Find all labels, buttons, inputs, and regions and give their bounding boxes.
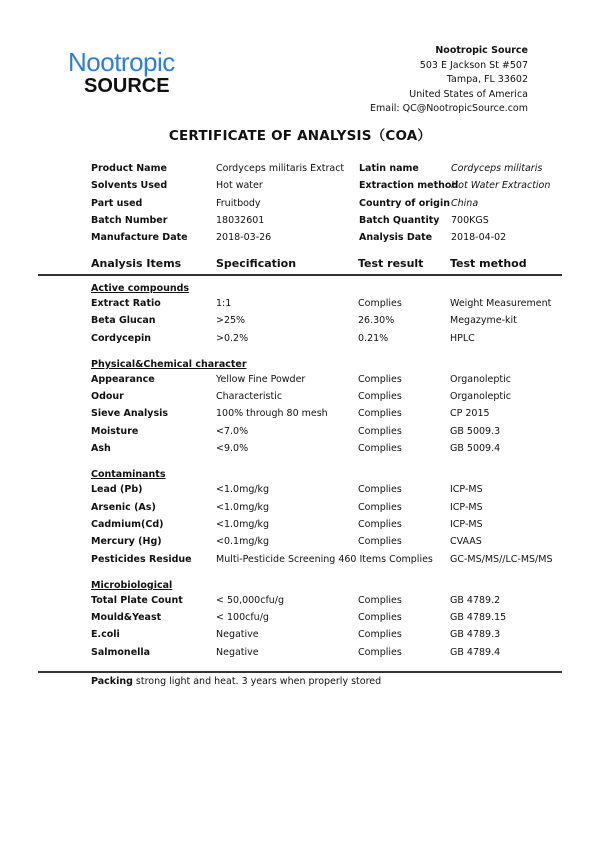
- row-result: Complies: [358, 425, 402, 437]
- row-result: Complies: [358, 484, 402, 496]
- info-value: Cordyceps militaris: [451, 163, 543, 174]
- info-label: Solvents Used: [91, 180, 168, 192]
- row-spec: 1:1: [216, 298, 232, 309]
- table-row: [91, 298, 571, 315]
- row-spec: Negative: [216, 629, 259, 641]
- info-value: Hot water: [216, 180, 263, 192]
- info-label: Latin name: [359, 163, 419, 174]
- row-result: Complies: [358, 408, 402, 420]
- row-item: Mercury (Hg): [91, 536, 162, 548]
- info-value: 18032601: [216, 214, 265, 226]
- row-method: GB 4789.2: [450, 594, 501, 606]
- table-row: [91, 629, 571, 646]
- row-spec: <1.0mg/kg: [216, 501, 270, 513]
- table-row: [91, 612, 571, 629]
- row-spec: Yellow Fine Powder: [216, 373, 306, 385]
- row-method: GB 4789.15: [450, 612, 507, 624]
- header-analysis-items: Analysis Items: [91, 257, 182, 270]
- row-result: Complies: [358, 391, 402, 403]
- row-spec: <1.0mg/kg: [216, 518, 270, 530]
- row-item: Sieve Analysis: [91, 408, 169, 420]
- company-address-line2: Tampa, FL 33602: [446, 74, 528, 85]
- table-row: [91, 333, 571, 350]
- info-label: Manufacture Date: [91, 232, 188, 244]
- company-address-line1: 503 E Jackson St #507: [419, 59, 528, 71]
- row-result: Complies: [358, 629, 402, 641]
- row-item: Ash: [91, 443, 111, 455]
- row-method: CP 2015: [450, 408, 490, 420]
- row-item: E.coli: [91, 629, 120, 641]
- table-row: [91, 536, 571, 553]
- row-method: Organoleptic: [450, 373, 512, 385]
- row-method: GB 4789.3: [450, 629, 501, 641]
- row-method: GB 5009.4: [450, 443, 501, 455]
- row-spec: Characteristic: [216, 391, 283, 403]
- document-title: CERTIFICATE OF ANALYSIS（COA）: [168, 128, 432, 144]
- row-result: 0.21%: [358, 332, 389, 344]
- logo-wordmark-top: Nootropic: [68, 47, 175, 77]
- row-item: Extract Ratio: [91, 298, 161, 309]
- company-name: Nootropic Source: [435, 45, 528, 56]
- section-title-physical-chemical: Physical&Chemical character: [91, 358, 247, 370]
- info-value: Fruitbody: [216, 197, 261, 209]
- header-divider: [38, 274, 562, 276]
- row-method: HPLC: [450, 332, 475, 344]
- row-method: ICP-MS: [450, 501, 483, 513]
- packing-label: Packing: [91, 676, 133, 687]
- info-label: Extraction method: [359, 180, 459, 192]
- row-item: Cadmium(Cd): [91, 518, 164, 530]
- header-test-result: Test result: [358, 257, 424, 270]
- company-email: Email: QC@NootropicSource.com: [370, 103, 528, 114]
- row-result: Complies: [358, 646, 402, 658]
- row-item: Lead (Pb): [91, 484, 143, 496]
- info-value: China: [451, 197, 479, 209]
- info-value: Hot Water Extraction: [451, 180, 551, 192]
- table-row: [91, 647, 571, 664]
- analysis-table-body: [91, 281, 571, 664]
- row-spec: <0.1mg/kg: [216, 536, 270, 548]
- row-result: Complies: [358, 501, 402, 513]
- table-row: [91, 408, 571, 425]
- row-item: Cordycepin: [91, 332, 152, 344]
- table-row: [91, 391, 571, 408]
- table-row: [91, 374, 571, 391]
- info-value: 700KGS: [451, 214, 489, 226]
- row-spec: < 50,000cfu/g: [216, 594, 285, 606]
- table-row: [91, 484, 571, 501]
- row-spec: Negative: [216, 646, 259, 658]
- header-test-method: Test method: [450, 257, 527, 270]
- section-title-microbiological: Microbiological: [91, 579, 173, 591]
- analysis-table-header: [91, 257, 571, 273]
- table-row: [91, 554, 571, 571]
- packing-note: [91, 676, 381, 687]
- table-row: [91, 595, 571, 612]
- logo-wordmark-bottom: SOURCE: [84, 75, 170, 97]
- row-item: Salmonella: [91, 646, 151, 658]
- row-result: 26.30%: [358, 315, 395, 327]
- table-row: [91, 315, 571, 332]
- row-spec: 100% through 80 mesh: [216, 408, 328, 420]
- row-result: Complies: [358, 518, 402, 530]
- row-spec: >0.2%: [216, 332, 249, 344]
- info-label: Part used: [91, 197, 143, 209]
- table-row: [91, 502, 571, 519]
- row-item: Pesticides Residue: [91, 553, 192, 565]
- row-item: Arsenic (As): [91, 501, 156, 513]
- row-item: Beta Glucan: [91, 315, 156, 327]
- table-row: [91, 519, 571, 536]
- row-method: ICP-MS: [450, 484, 483, 496]
- info-label: Country of origin: [359, 197, 451, 209]
- row-item: Total Plate Count: [91, 594, 183, 606]
- table-row: [91, 426, 571, 443]
- info-label: Product Name: [91, 163, 167, 174]
- row-spec: < 100cfu/g: [216, 612, 269, 624]
- info-label: Batch Number: [91, 214, 168, 226]
- row-method: Weight Measurement: [450, 298, 552, 309]
- info-value: Cordyceps militaris Extract: [216, 163, 345, 174]
- row-item: Appearance: [91, 373, 155, 385]
- row-method: Organoleptic: [450, 391, 512, 403]
- table-row: [91, 443, 571, 460]
- row-result: Complies: [358, 443, 402, 455]
- info-value: 2018-04-02: [451, 232, 507, 244]
- row-item: Moisture: [91, 425, 139, 437]
- row-item: Mould&Yeast: [91, 612, 162, 624]
- row-result: Complies: [358, 373, 402, 385]
- row-spec: <9.0%: [216, 443, 249, 455]
- info-label: Analysis Date: [359, 232, 433, 244]
- row-method: ICP-MS: [450, 518, 483, 530]
- section-title-active-compounds: Active compounds: [91, 283, 190, 294]
- footer-divider: [38, 671, 562, 673]
- row-spec: <7.0%: [216, 425, 249, 437]
- row-method: GC-MS/MS//LC-MS/MS: [450, 553, 553, 565]
- row-result: Complies: [358, 536, 402, 548]
- packing-text: strong light and heat. 3 years when properly stored: [132, 676, 382, 687]
- header-specification: Specification: [216, 257, 297, 270]
- info-value: 2018-03-26: [216, 232, 272, 244]
- info-label: Batch Quantity: [359, 214, 440, 226]
- company-address-block: [370, 44, 528, 117]
- row-result: Complies: [358, 612, 402, 624]
- company-country: United States of America: [409, 88, 528, 100]
- company-logo: [68, 48, 198, 96]
- row-method: Megazyme-kit: [450, 315, 517, 327]
- row-spec: <1.0mg/kg: [216, 484, 270, 496]
- row-method: GB 4789.4: [450, 646, 501, 658]
- row-method: GB 5009.3: [450, 425, 501, 437]
- row-spec: >25%: [216, 315, 246, 327]
- row-spec: Multi-Pesticide Screening 460 Items Complies: [216, 553, 433, 565]
- section-title-contaminants: Contaminants: [91, 469, 166, 481]
- row-result: Complies: [358, 298, 402, 309]
- row-result: Complies: [358, 594, 402, 606]
- row-item: Odour: [91, 391, 124, 403]
- row-method: CVAAS: [450, 536, 482, 548]
